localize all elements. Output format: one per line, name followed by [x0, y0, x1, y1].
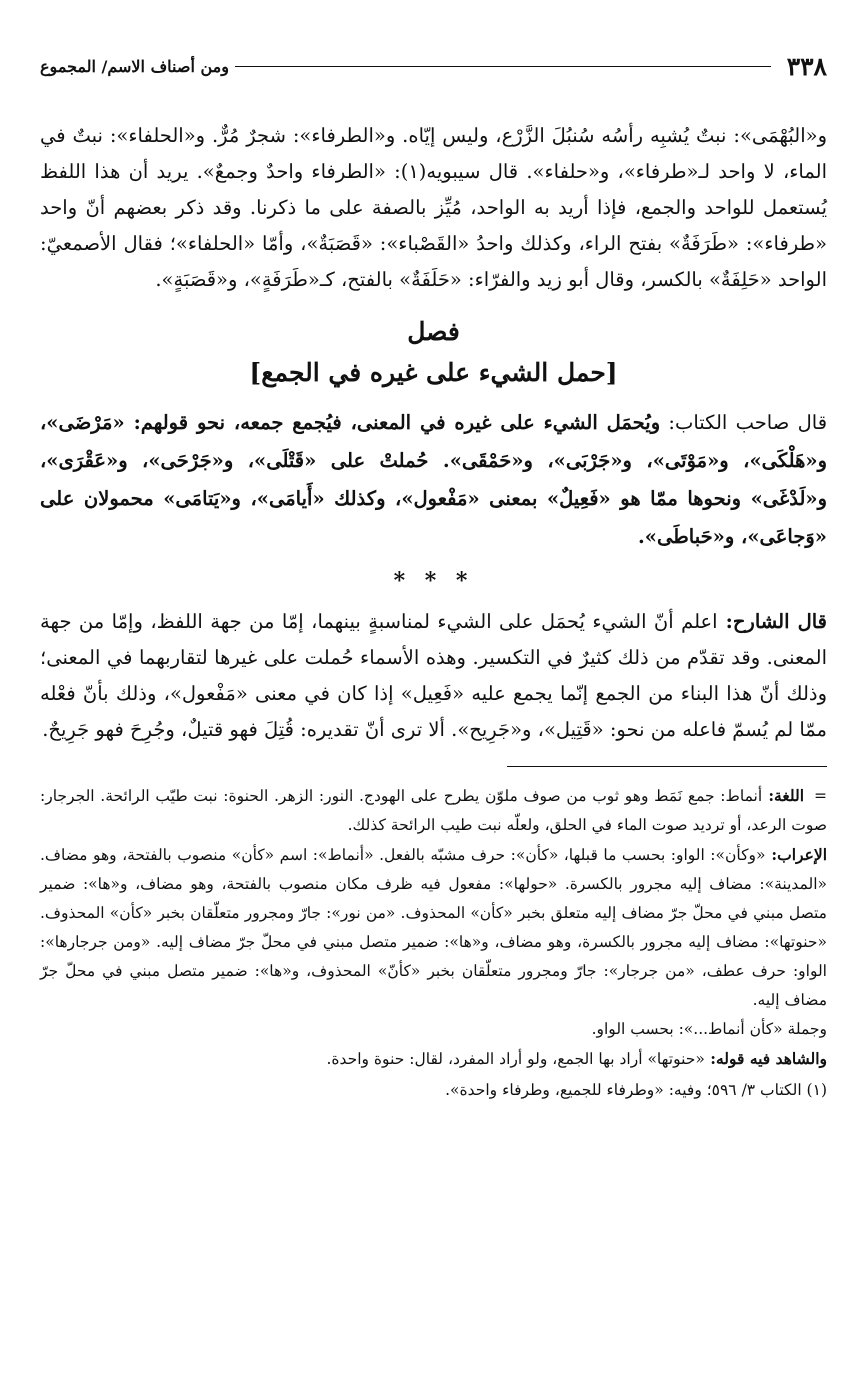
note-irab	[40, 840, 827, 1015]
note-shahid-text: «حنوتها» أراد بها الجمع، ولو أراد المفرد، لقال: حنوة واحدة.	[326, 1050, 705, 1068]
note-lugha	[40, 781, 827, 840]
commentary-paragraph	[40, 604, 827, 748]
paragraph-top: و«البُهْمَى»: نبتٌ يُشبِه رأسُه سُنبُلَ الزَّرْع، وليس إيّاه. و«الطرفاء»: شجرٌ مُرٌّ. و«الحلفاء»: نبتٌ في الماء، لا واحد لـ«طرفاء»، و«حلفاء». قال سيبويه(١): «الطرفاء واحدٌ وجمعٌ». يريد أن هذا اللفظ يُستعمل للواحد والجمع، فإذا أريد به الواحد، مُيِّز بالصفة على ما ذكرنا. وقد ذكر بعضهم أنّ واحد «طرفاء»: «طَرَفَةٌ» بفتح الراء، وكذلك واحدُ «القَصْباء»: «قَصَبَةٌ»، وأمّا «الحلفاء»؛ فقال الأصمعيّ: الواحد «حَلِفَةٌ» بالكسر، وقال أبو زيد والفرّاء: «حَلَفَةٌ» بالفتح، كـ«طَرَفَةٍ»، و«قَصَبَةٍ».	[40, 124, 827, 291]
note-irab-text: «وكأن»: الواو: بحسب ما قبلها، «كأن»: حرف مشبّه بالفعل. «أنماط»: اسم «كأن» منصوب بالفتحة، وهو مضاف. «المدينة»: مضاف إليه مجرور بالكسرة. «حولها»: مفعول فيه ظرف مكان منصوب بالفتحة، وهو مضاف، و«ها»: ضمير متصل مبني في محلّ جرّ مضاف إليه متعلق بخبر «كأن» المحذوف. «من نور»: جارّ ومجرور متعلّقان بخبر «كأن» المحذوف. «حنوتها»: مضاف إليه مجرور بالكسرة، وهو مضاف، و«ها»: ضمير متصل مبني في محلّ جرّ مضاف إليه. «ومن جرجارها»: الواو: حرف عطف، «من جرجار»: جارّ ومجرور متعلّقان بخبر «كأنّ» المحذوف، و«ها»: ضمير متصل مبني في محلّ جرّ مضاف إليه.	[40, 846, 827, 1009]
footnote-rule	[507, 766, 827, 767]
footnote-text: (١) الكتاب ٣/ ٥٩٦؛ وفيه: «وطرفاء للجميع، وطرفاء واحدة».	[445, 1081, 827, 1099]
note-lugha-text: أنماط: جمع نَمَط وهو ثوب من صوف ملوّن يطرح على الهودج. النور: الزهر. الحنوة: نبت طيّب الرائحة. الجرجار: صوت الرعد، أو ترديد صوت الماء في الحلق، ولعلّه نبت طيب الرائحة كذلك.	[40, 787, 827, 834]
continuation-mark: =	[814, 787, 827, 805]
page-number: ٣٣٨	[786, 51, 827, 81]
note-lugha-lead: اللغة:	[762, 786, 804, 805]
quote-text: ويُحمَل الشيء على غيره في المعنى، فيُجمع جمعه، نحو قولهم: «مَرْضَى»، و«هَلْكَى»، و«مَوْتَى»، و«جَرْبَى»، و«حَمْقَى». حُملتْ على «قَتْلَى»، و«جَرْحَى»، و«عَقْرَى»، و«لَدْغَى» ونحوها ممّا هو «فَعِيلٌ» بمعنى «مَفْعول»، وكذلك «أَيامَى»، و«يَتامَى» محمولان على «وَجاعَى»، و«حَباطَى».	[40, 411, 827, 548]
running-title: ومن أصناف الاسم/ المجموع	[40, 56, 229, 76]
separator-stars: * * *	[393, 568, 474, 594]
section-subheading: [حمل الشيء على غيره في الجمع]	[249, 358, 618, 387]
page-header	[40, 52, 827, 80]
header-rule	[235, 66, 771, 67]
note-shahid-lead: والشاهد فيه قوله:	[704, 1049, 827, 1068]
commentary-text: اعلم أنّ الشيء يُحمَل على الشيء لمناسبةٍ بينهما، إمّا من جهة اللفظ، وإمّا من جهة المعنى. وقد تقدّم من ذلك كثيرٌ في التكسير. وهذه الأسماء حُملت على غيرها لتقاربهما في المعنى؛ وذلك أنّ هذا البناء من الجمع إنّما يجمع عليه «فَعِيل» إذا كان في معنى «مَفْعول»، وذلك بأنّ فعْله ممّا لم يُسمّ فاعله من نحو: «قَتِيل»، و«جَرِيح». ألا ترى أنّ تقديره: قُتِلَ فهو قتيلٌ، وجُرِحَ فهو جَرِيحٌ.	[40, 610, 827, 741]
section-heading: فصل	[407, 317, 460, 346]
note-irab-lead: الإعراب:	[765, 845, 827, 864]
quote-lead: قال صاحب الكتاب:	[660, 411, 828, 434]
author-quote	[40, 404, 827, 556]
margin-notes	[40, 781, 827, 1074]
footnote	[40, 1076, 827, 1104]
note-shahid	[40, 1044, 827, 1074]
note-jumla: وجملة «كأن أنماط...»: بحسب الواو.	[591, 1020, 827, 1038]
page-content	[40, 118, 827, 1104]
commentary-lead: قال الشارح:	[717, 610, 827, 633]
